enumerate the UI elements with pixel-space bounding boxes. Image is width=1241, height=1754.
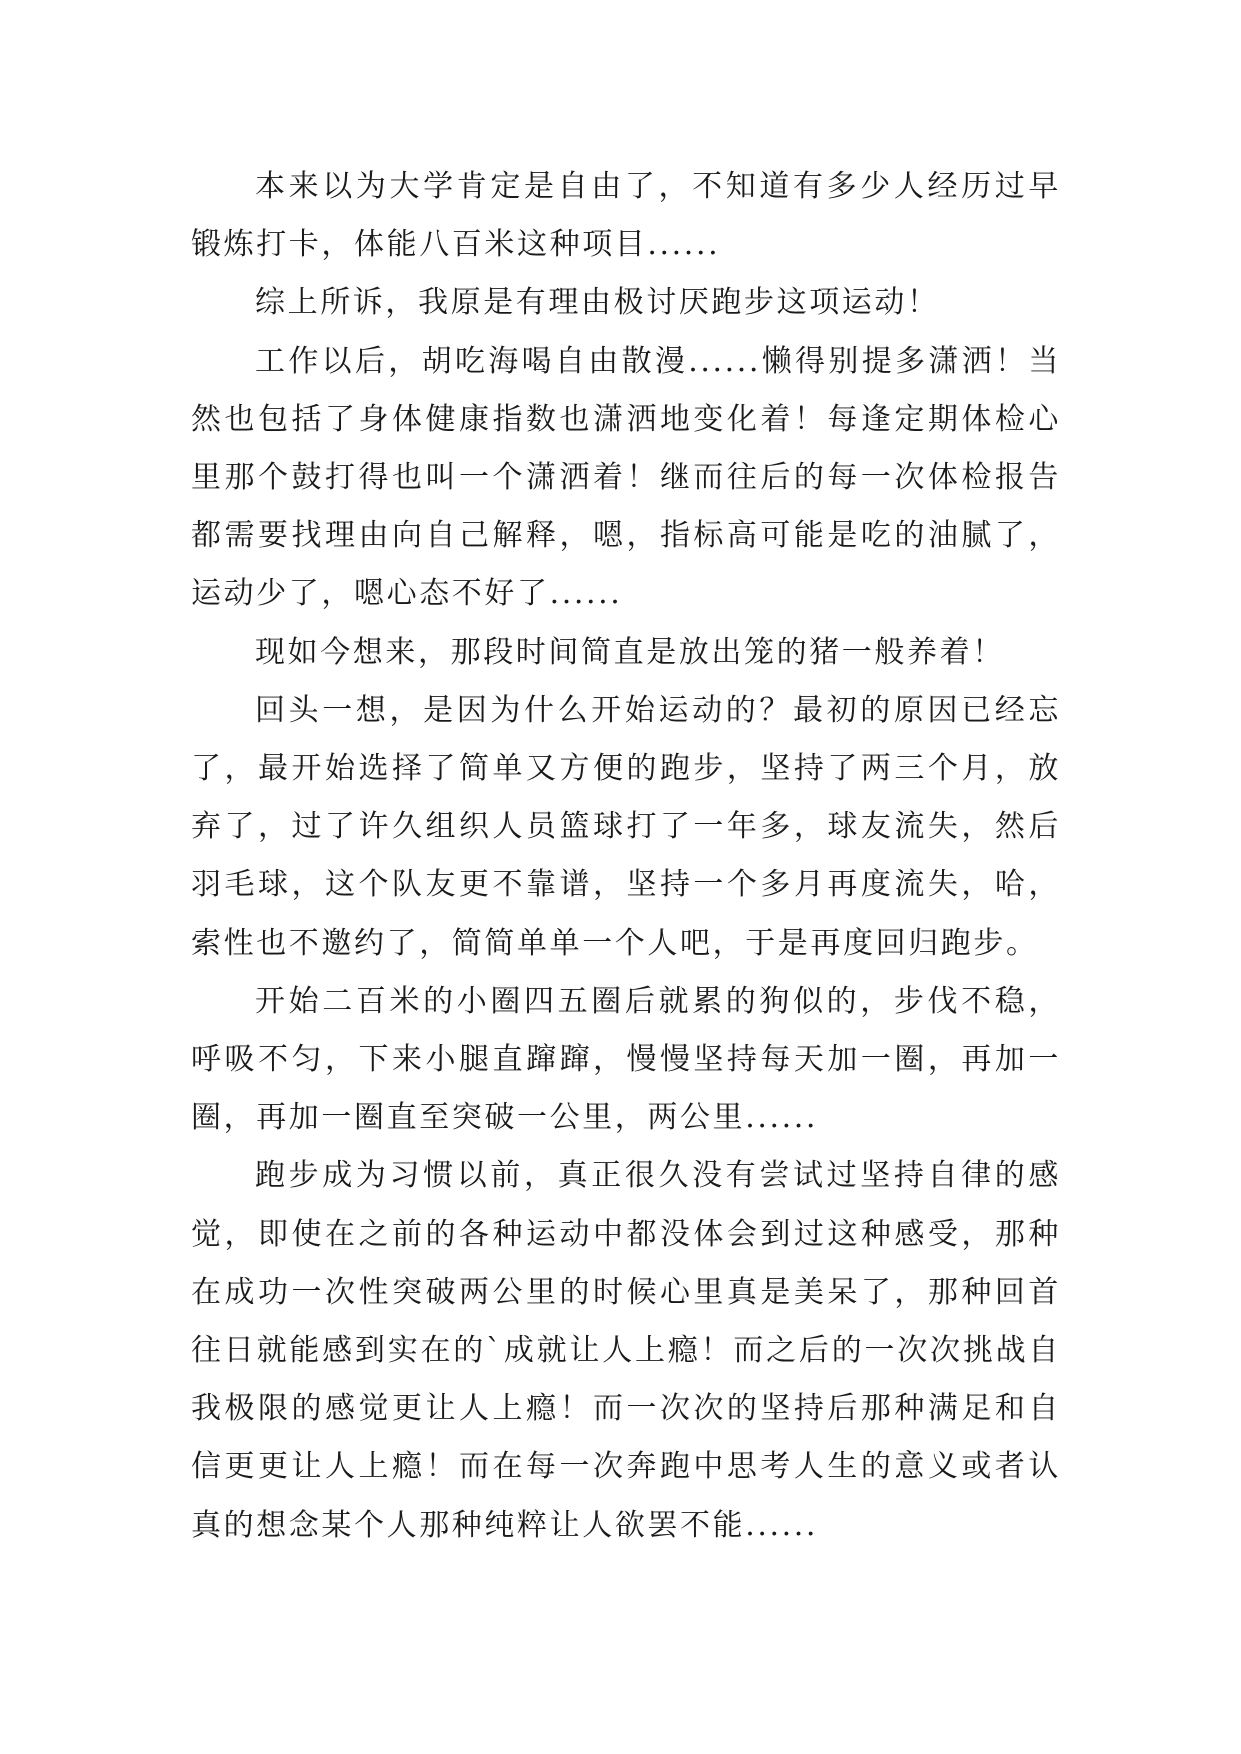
paragraph: 综上所诉，我原是有理由极讨厌跑步这项运动！ bbox=[255, 285, 940, 321]
paragraph: 工作以后，胡吃海喝自由散漫......懒得别提多潇洒！当然也包括了身体健康指数也潇洒地变化着！每逢定期体检心里那个鼓打得也叫一个潇洒着！继而往后的每一次体检报告都需要找理由向自己解释，嗯，指标高可能是吃的油腻了，运动少了，嗯心态不好了...... bbox=[191, 343, 1061, 612]
document-body bbox=[191, 158, 1061, 1555]
paragraph: 跑步成为习惯以前，真正很久没有尝试过坚持自律的感觉，即使在之前的各种运动中都没体会到过这种感受，那种在成功一次性突破两公里的时候心里真是美呆了，那种回首往日就能感到实在的`成就让人上瘾！而之后的一次次挑战自我极限的感觉更让人上瘾！而一次次的坚持后那种满足和自信更更让人上瘾！而在每一次奔跑中思考人生的意义或者认真的想念某个人那种纯粹让人欲罢不能...... bbox=[191, 1158, 1061, 1543]
paragraph: 回头一想，是因为什么开始运动的？最初的原因已经忘了，最开始选择了简单又方便的跑步，坚持了两三个月，放弃了，过了许久组织人员篮球打了一年多，球友流失，然后羽毛球，这个队友更不靠谱，坚持一个多月再度流失，哈，索性也不邀约了，简简单单一个人吧，于是再度回归跑步。 bbox=[191, 692, 1061, 961]
paragraph: 开始二百米的小圈四五圈后就累的狗似的，步伐不稳，呼吸不匀，下来小腿直蹿蹿，慢慢坚持每天加一圈，再加一圈，再加一圈直至突破一公里，两公里...... bbox=[191, 983, 1061, 1136]
paragraph: 本来以为大学肯定是自由了，不知道有多少人经历过早锻炼打卡，体能八百米这种项目...... bbox=[191, 169, 1061, 263]
paragraph: 现如今想来，那段时间简直是放出笼的猪一般养着！ bbox=[255, 634, 1005, 670]
